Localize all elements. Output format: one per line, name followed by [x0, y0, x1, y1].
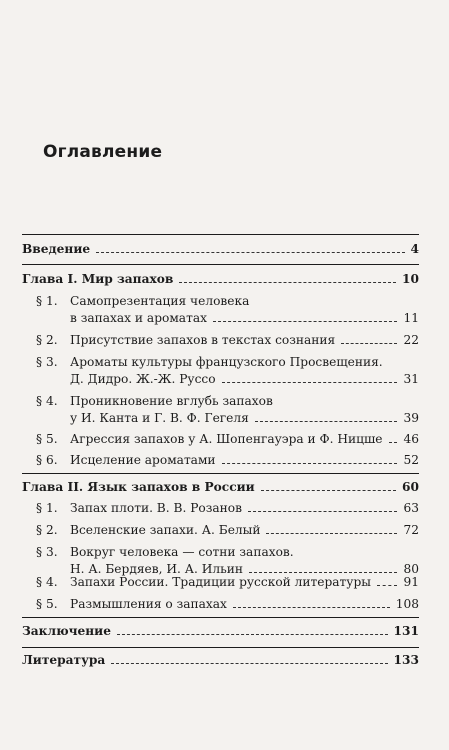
toc-entry-conclusion [22, 623, 419, 640]
toc-entry-section [36, 596, 419, 613]
toc-entry-line: Исцеление ароматами [70, 453, 216, 467]
toc-page-number: 131 [393, 624, 419, 638]
dot-leader [266, 533, 397, 534]
toc-entry-section [36, 500, 419, 517]
dot-leader [341, 343, 397, 344]
dot-leader [261, 490, 396, 491]
section-number: § 5. [36, 597, 58, 611]
toc-entry-title: Глава II. Язык запахов в России [22, 480, 255, 494]
divider [22, 473, 419, 474]
toc-entry-line: Ароматы культуры французского Просвещения. [70, 355, 383, 369]
dot-leader [248, 511, 397, 512]
toc-page-number: 80 [403, 562, 419, 576]
divider [22, 264, 419, 265]
dot-leader [96, 252, 404, 253]
toc-entry-chapter-2 [22, 479, 419, 496]
divider [22, 647, 419, 648]
toc-page-number: 63 [403, 501, 419, 515]
toc-entry-line: у И. Канта и Г. В. Ф. Гегеля [70, 411, 249, 425]
section-number: § 1. [36, 501, 58, 515]
section-number: § 4. [36, 394, 58, 408]
dot-leader [222, 463, 398, 464]
toc-entry-section [36, 293, 419, 327]
section-number: § 2. [36, 523, 58, 537]
toc-page-number: 91 [403, 575, 419, 589]
toc-entry-line: Самопрезентация человека [70, 294, 250, 308]
page-title: Оглавление [43, 142, 163, 162]
dot-leader [222, 382, 398, 383]
dot-leader [377, 585, 398, 586]
dot-leader [117, 634, 388, 635]
divider [22, 617, 419, 618]
section-number: § 4. [36, 575, 58, 589]
toc-entry-chapter-1 [22, 271, 419, 288]
section-number: § 2. [36, 333, 58, 347]
toc-page-number: 22 [403, 333, 419, 347]
section-number: § 6. [36, 453, 58, 467]
toc-entry-line: Агрессия запахов у А. Шопенгауэра и Ф. Ницше [70, 432, 383, 446]
toc-entry-line: Размышления о запахах [70, 597, 227, 611]
section-number: § 5. [36, 432, 58, 446]
toc-entry-title: Заключение [22, 624, 111, 638]
dot-leader [233, 607, 390, 608]
toc-page-number: 108 [395, 597, 419, 611]
toc-entry-section [36, 393, 419, 427]
toc-page-number: 10 [402, 272, 419, 286]
toc-entry-section [36, 574, 419, 591]
toc-page-number: 52 [403, 453, 419, 467]
toc-entry-line: Проникновение вглубь запахов [70, 394, 273, 408]
toc-entry-section [36, 544, 419, 578]
dot-leader [111, 663, 387, 664]
toc-entry-line: Вселенские запахи. А. Белый [70, 523, 261, 537]
toc-entry-section [36, 431, 419, 448]
dot-leader [255, 421, 398, 422]
toc-entry-line: Запахи России. Традиции русской литературы [70, 575, 371, 589]
toc-entry-section [36, 452, 419, 469]
toc-page-number: 31 [403, 372, 419, 386]
section-number: § 1. [36, 294, 58, 308]
toc-page-number: 46 [403, 432, 419, 446]
dot-leader [249, 572, 398, 573]
toc-entry-title: Введение [22, 242, 91, 256]
toc-page-number: 133 [393, 653, 419, 667]
toc-page-number: 4 [410, 242, 419, 256]
toc-page-number: 72 [403, 523, 419, 537]
divider [22, 234, 419, 235]
toc-entry-title: Литература [22, 653, 106, 667]
toc-entry-line: Вокруг человека — сотни запахов. [70, 545, 294, 559]
toc-entry-line: Н. А. Бердяев, И. А. Ильин [70, 562, 243, 576]
toc-entry-line: Присутствие запахов в текстах сознания [70, 333, 336, 347]
section-number: § 3. [36, 545, 58, 559]
toc-entry-bibliography [22, 652, 419, 669]
dot-leader [179, 282, 396, 283]
toc-entry-section [36, 332, 419, 349]
toc-page-number: 60 [402, 480, 419, 494]
toc-entry-line: Д. Дидро. Ж.-Ж. Руссо [70, 372, 216, 386]
section-number: § 3. [36, 355, 58, 369]
toc-entry-section [36, 354, 419, 388]
toc-page-number: 39 [403, 411, 419, 425]
toc-entry-line: Запах плоти. В. В. Розанов [70, 501, 242, 515]
toc-entry-line: в запахах и ароматах [70, 311, 207, 325]
toc-entry-section [36, 522, 419, 539]
toc-entry-introduction [22, 241, 419, 258]
dot-leader [213, 321, 398, 322]
toc-page-number: 11 [403, 311, 419, 325]
dot-leader [389, 442, 398, 443]
toc-entry-title: Глава I. Мир запахов [22, 272, 174, 286]
